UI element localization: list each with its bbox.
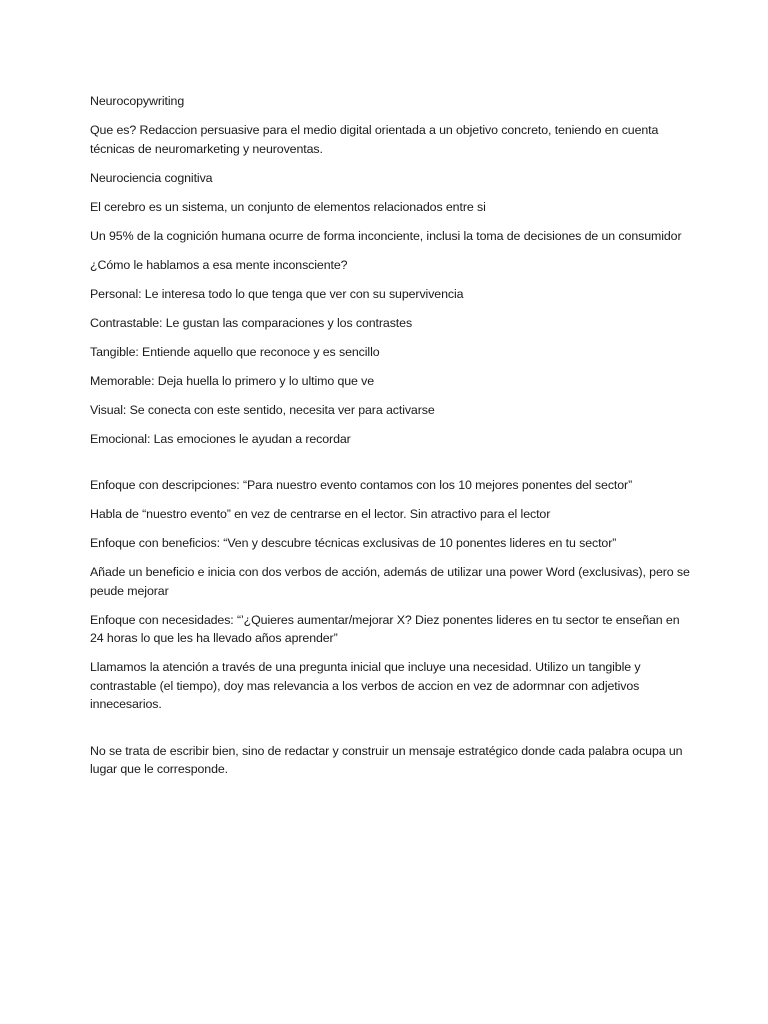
list-item: Visual: Se conecta con este sentido, necesita ver para activarse: [90, 402, 435, 417]
document-body: [90, 92, 690, 789]
example-paragraph: Enfoque con descripciones: “Para nuestro evento contamos con los 10 mejores ponentes del sector”: [90, 478, 633, 492]
definition-paragraph: Que es? Redaccion persuasive para el medio digital orientada a un objetivo concreto, teniendo en cuenta técnicas de neuromarketing y neuroventas.: [90, 123, 659, 156]
paragraph: Un 95% de la cognición humana ocurre de forma inconciente, inclusi la toma de decisiones de un consumidor: [90, 228, 682, 243]
commentary-paragraph: Añade un beneficio e inicia con dos verbos de acción, además de utilizar una power Word (exclusivas), pero se peude mejorar: [90, 565, 690, 598]
list-item: Memorable: Deja huella lo primero y lo ultimo que ve: [90, 373, 375, 388]
list-item: Tangible: Entiende aquello que reconoce y es sencillo: [90, 344, 380, 359]
question-paragraph: ¿Cómo le hablamos a esa mente inconsciente?: [90, 257, 348, 272]
paragraph: El cerebro es un sistema, un conjunto de elementos relacionados entre si: [90, 199, 486, 214]
list-item: Emocional: Las emociones le ayudan a recordar: [90, 431, 351, 446]
list-item: Personal: Le interesa todo lo que tenga que ver con su supervivencia: [90, 286, 464, 301]
example-paragraph: Enfoque con necesidades: “’¿Quieres aumentar/mejorar X? Diez ponentes lideres en tu sector te enseñan en 24 horas lo que les ha llevado años aprender”: [90, 612, 680, 645]
example-paragraph: Enfoque con beneficios: “Ven y descubre técnicas exclusivas de 10 ponentes lideres en tu sector”: [90, 536, 617, 550]
section-heading: Neurociencia cognitiva: [90, 170, 213, 185]
commentary-paragraph: Habla de “nuestro evento” en vez de centrarse en el lector. Sin atractivo para el lector: [90, 507, 551, 521]
document-title: Neurocopywriting: [90, 94, 185, 108]
closing-paragraph: No se trata de escribir bien, sino de redactar y construir un mensaje estratégico donde cada palabra ocupa un lugar que le corresponde.: [90, 743, 683, 776]
commentary-paragraph: Llamamos la atención a través de una pregunta inicial que incluye una necesidad. Utilizo un tangible y contrastable (el tiempo), doy mas relevancia a los verbos de accion en vez de adormnar con adjetivos innecesarios.: [90, 660, 641, 711]
list-item: Contrastable: Le gustan las comparaciones y los contrastes: [90, 315, 413, 330]
